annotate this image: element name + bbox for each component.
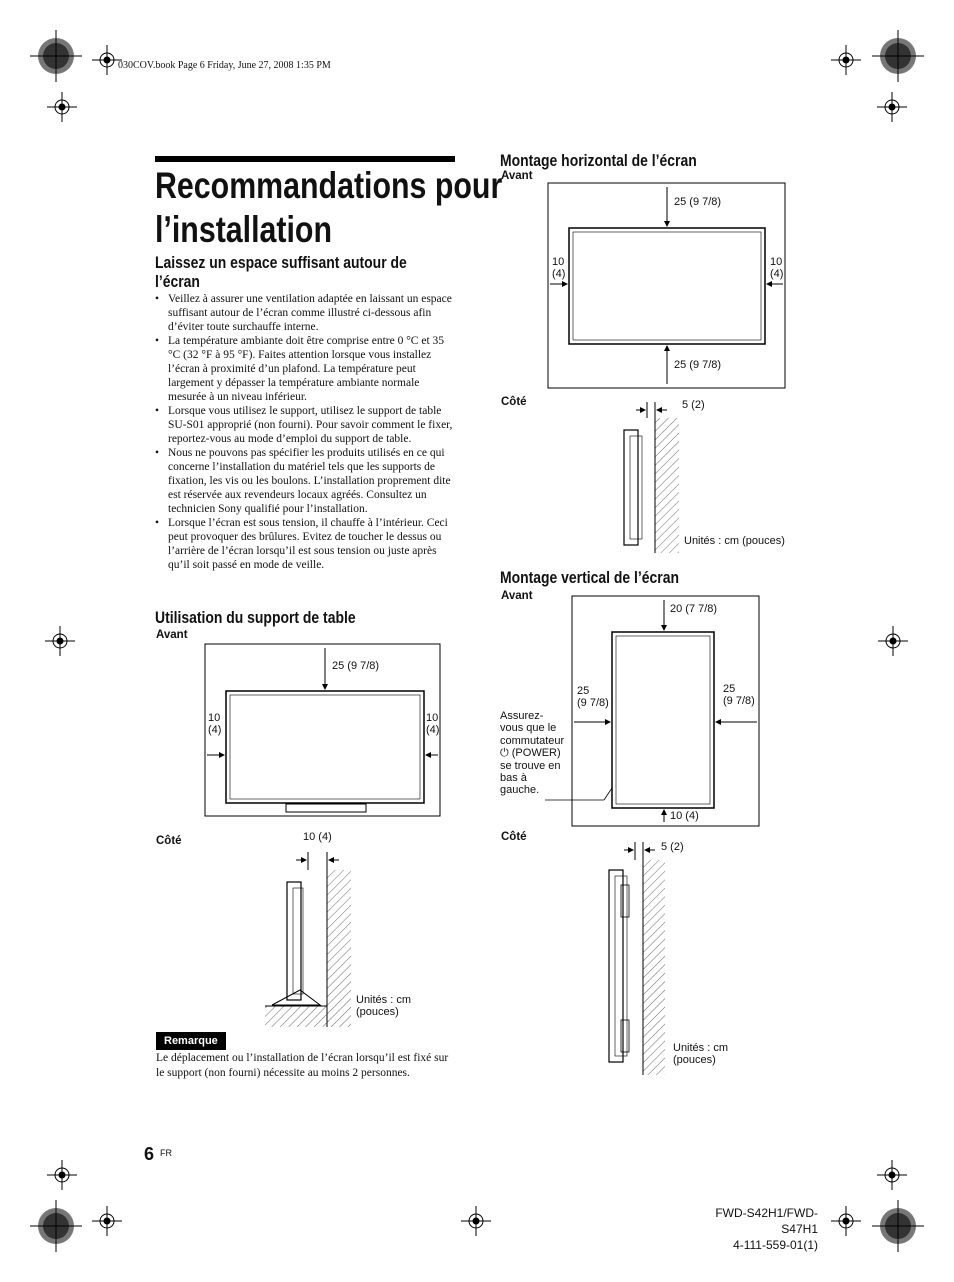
title-rule [155, 156, 455, 162]
registration-disc-top-right [872, 30, 924, 82]
registration-disc-bottom-left [30, 1200, 82, 1252]
vertical-front-label: Avant [501, 590, 533, 602]
document-code: 4-111-559-01(1) [733, 1238, 818, 1252]
section-table-heading: Utilisation du support de table [155, 608, 356, 627]
horizontal-front-label: Avant [501, 170, 533, 182]
table-side-gap: 10 (4) [303, 831, 332, 843]
table-right-gap: 10 (4) [426, 712, 440, 736]
table-side-label: Côté [156, 835, 182, 847]
list-item: • Nous ne pouvons pas spécifier les produits utilisés en ce qui concerne l’installation du matériel tels que les supports de fixation, les vis ou les boulons. L’installation proprement dite est réservée aux revendeurs locaux agréés. Consultez un technicien Sony qualifié pour l’installation. [155, 446, 455, 516]
power-switch-note: Assurez- vous que le commutateur ⏻ (POWER) se trouve en bas à gauche. [500, 710, 565, 797]
vertical-units: Unités : cm (pouces) [673, 1042, 729, 1066]
list-item: • Veillez à assurer une ventilation adaptée en laissant un espace suffisant autour de l’écran comme illustré ci-dessous afin d’éviter toute surchauffe interne. [155, 292, 455, 334]
note-badge: Remarque [156, 1032, 226, 1050]
horizontal-left-gap: 10 (4) [552, 256, 566, 280]
list-item: • Lorsque vous utilisez le support, utilisez le support de table SU-S01 approprié (non fourni). Pour savoir comment le fixer, reportez-vous au mode d’emploi du support de table. [155, 404, 455, 446]
section-vertical-heading: Montage vertical de l’écran [500, 568, 679, 587]
table-front-label: Avant [156, 629, 188, 641]
vertical-bottom-gap: 10 (4) [670, 810, 699, 822]
vertical-side-label: Côté [501, 831, 527, 843]
page-title-line1: Recommandations pour [155, 165, 503, 206]
list-item: • La température ambiante doit être comprise entre 0 °C et 35 °C (32 °F à 95 °F). Faites attention lorsque vous installez l’écran à proximité d’un plafond. La température peut largement y dépasser la température ambiante normale mesurée à un niveau inférieur. [155, 334, 455, 404]
horizontal-bottom-gap: 25 (9 7/8) [674, 359, 722, 371]
table-units: Unités : cm (pouces) [356, 994, 412, 1018]
list-item: • Lorsque l’écran est sous tension, il chauffe à l’intérieur. Ceci peut provoquer des brûlures. Evitez de toucher le dessus ou l’arrière de l’écran lorsqu’il est sous tension ou juste après qu’il soit passé en mode de veille. [155, 516, 455, 572]
page-language: FR [160, 1148, 172, 1158]
note-text: Le déplacement ou l’installation de l’écran lorsqu’il est fixé sur le support (non fourni) nécessite au moins 2 personnes. [156, 1052, 449, 1079]
registration-disc-top-left [30, 30, 82, 82]
table-top-gap: 25 (9 7/8) [332, 660, 380, 672]
page-title-line2: l’installation [155, 209, 333, 250]
horizontal-side-gap: 5 (2) [682, 399, 705, 411]
vertical-top-gap: 20 (7 7/8) [670, 603, 718, 615]
file-info-header: 030COV.book Page 6 Friday, June 27, 2008 1:35 PM [118, 60, 331, 71]
horizontal-side-diagram [624, 402, 679, 553]
page-title [155, 164, 502, 252]
vertical-left-gap: 25 (9 7/8) [577, 685, 609, 709]
space-bullets [155, 292, 455, 572]
table-left-gap: 10 (4) [208, 712, 222, 736]
registration-disc-bottom-right [872, 1200, 924, 1252]
table-front-diagram [205, 644, 440, 816]
horizontal-right-gap: 10 (4) [770, 256, 784, 280]
section-horizontal-heading: Montage horizontal de l’écran [500, 151, 697, 170]
model-info [700, 1205, 818, 1253]
section-space-heading: Laissez un espace suffisant autour de l’écran [155, 253, 407, 291]
vertical-right-gap: 25 (9 7/8) [723, 683, 755, 707]
vertical-front-diagram [545, 596, 759, 826]
horizontal-top-gap: 25 (9 7/8) [674, 196, 722, 208]
page-number: 6 [144, 1144, 155, 1164]
horizontal-side-label: Côté [501, 396, 527, 408]
horizontal-front-diagram [548, 183, 785, 388]
vertical-side-diagram [609, 842, 665, 1075]
vertical-side-gap: 5 (2) [661, 841, 684, 853]
horizontal-units: Unités : cm (pouces) [684, 535, 785, 547]
model-number: FWD-S42H1/FWD-S47H1 [715, 1206, 818, 1236]
table-side-diagram [265, 852, 351, 1027]
